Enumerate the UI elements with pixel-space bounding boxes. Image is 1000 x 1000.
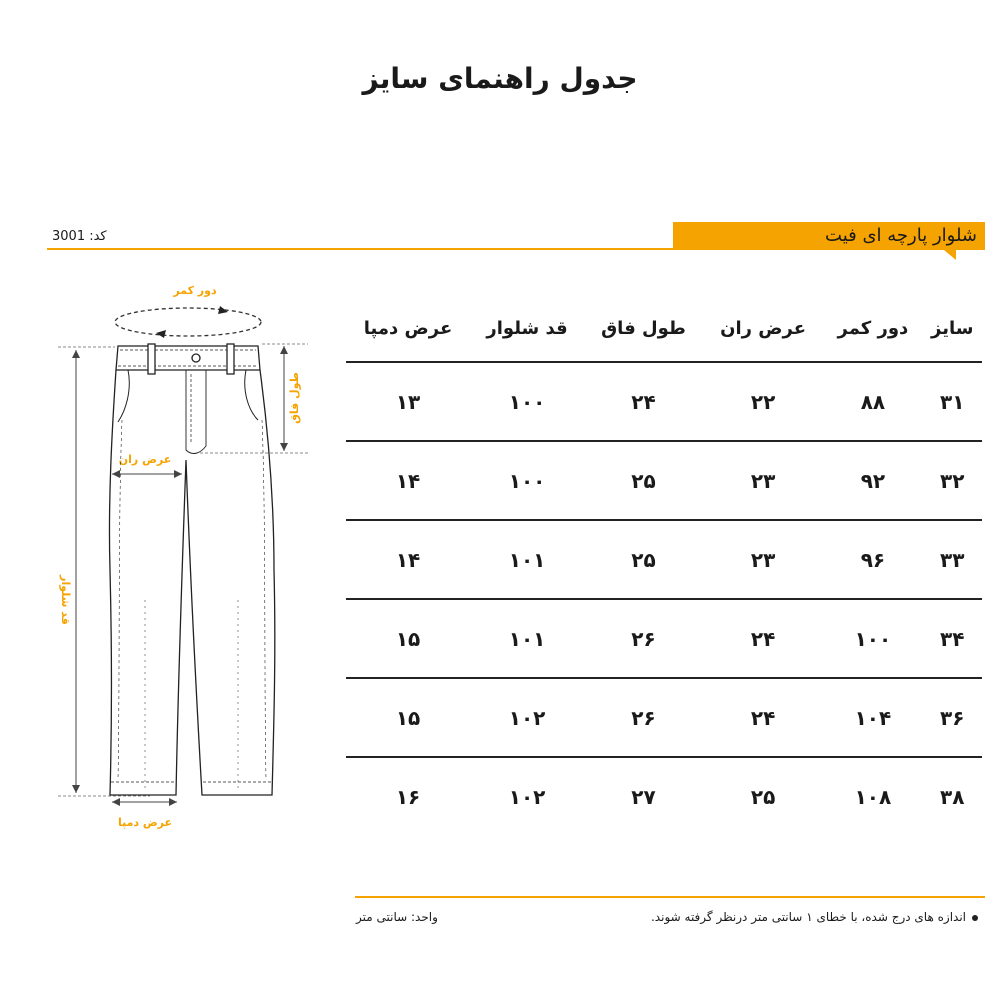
footer-divider: [355, 896, 985, 898]
cell-length: ۱۰۱: [470, 599, 584, 678]
cell-waist: ۱۰۸: [854, 784, 892, 809]
table-row: [346, 678, 982, 757]
cell-hem: ۱۳: [346, 362, 470, 441]
cell-hem: ۱۵: [346, 599, 470, 678]
header-thigh: عرض ران: [703, 295, 823, 362]
cell-thigh: ۲۴: [703, 599, 823, 678]
cell-size: ۳۴: [923, 599, 982, 678]
product-name: شلوار پارچه ای فیت: [825, 225, 977, 246]
hem-measure: [112, 798, 177, 806]
cell-waist: ۹۶: [823, 520, 922, 599]
cell-thigh: ۲۲: [703, 362, 823, 441]
cell-length: ۱۰۰: [470, 441, 584, 520]
header-divider: [47, 248, 673, 250]
header-length: قد شلوار: [470, 295, 584, 362]
label-thigh: عرض ران: [118, 453, 172, 466]
label-length: قد شلوار: [59, 575, 72, 625]
table-row: [346, 599, 982, 678]
label-waist: دور کمر: [173, 284, 217, 297]
table-header-row: [346, 295, 982, 362]
label-hem: عرض دمپا: [117, 816, 173, 829]
size-table: [346, 295, 982, 835]
cell-rise: ۲۵: [584, 441, 703, 520]
cell-waist: ۸۸: [823, 362, 922, 441]
table-row: [346, 757, 982, 835]
thigh-measure: [112, 470, 182, 478]
footer-note: [651, 910, 978, 924]
bullet-icon: [972, 915, 978, 921]
table-row: [346, 362, 982, 441]
cell-length: ۱۰۲: [508, 784, 546, 809]
cell-size: ۳۸: [940, 784, 965, 809]
cell-rise: ۲۴: [584, 362, 703, 441]
cell-rise: ۲۷: [631, 784, 656, 809]
cell-length: ۱۰۲: [470, 678, 584, 757]
cell-rise: ۲۵: [584, 520, 703, 599]
cell-thigh: ۲۳: [703, 520, 823, 599]
cell-thigh: ۲۵: [750, 784, 776, 809]
cell-size: ۳۱: [923, 362, 982, 441]
header-hem: عرض دمپا: [346, 295, 470, 362]
page-title: جدول راهنمای سایز: [362, 62, 638, 95]
cell-length: ۱۰۰: [470, 362, 584, 441]
product-banner: [673, 222, 985, 250]
cell-waist: ۹۲: [823, 441, 922, 520]
product-code: کد: 3001: [52, 229, 107, 244]
waist-arrow-icon: [115, 306, 261, 338]
label-rise: طول فاق: [288, 372, 301, 424]
footer-note-text: اندازه های درج شده، با خطای ۱ سانتی متر درنظر گرفته شوند.: [650, 910, 966, 924]
table-row: [346, 441, 982, 520]
cell-rise: ۲۶: [584, 678, 703, 757]
cell-size: ۳۲: [923, 441, 982, 520]
cell-hem: ۱۴: [346, 441, 470, 520]
length-measure: [58, 347, 150, 796]
trouser-diagram: [0, 270, 340, 870]
cell-thigh: ۲۴: [703, 678, 823, 757]
cell-size: ۳۶: [923, 678, 982, 757]
cell-length: ۱۰۱: [470, 520, 584, 599]
header-waist: دور کمر: [823, 295, 922, 362]
cell-hem: ۱۵: [346, 678, 470, 757]
table-row: [346, 520, 982, 599]
cell-hem: ۱۶: [395, 784, 421, 809]
cell-size: ۳۳: [923, 520, 982, 599]
cell-waist: ۱۰۴: [823, 678, 922, 757]
header-rise: طول فاق: [584, 295, 703, 362]
trouser-outline: [109, 344, 274, 795]
cell-hem: ۱۴: [346, 520, 470, 599]
footer-unit: واحد: سانتی متر: [356, 910, 438, 924]
cell-waist: ۱۰۰: [823, 599, 922, 678]
banner-tail: [944, 250, 956, 260]
cell-thigh: ۲۳: [703, 441, 823, 520]
header-size: سایز: [923, 295, 982, 362]
cell-rise: ۲۶: [584, 599, 703, 678]
